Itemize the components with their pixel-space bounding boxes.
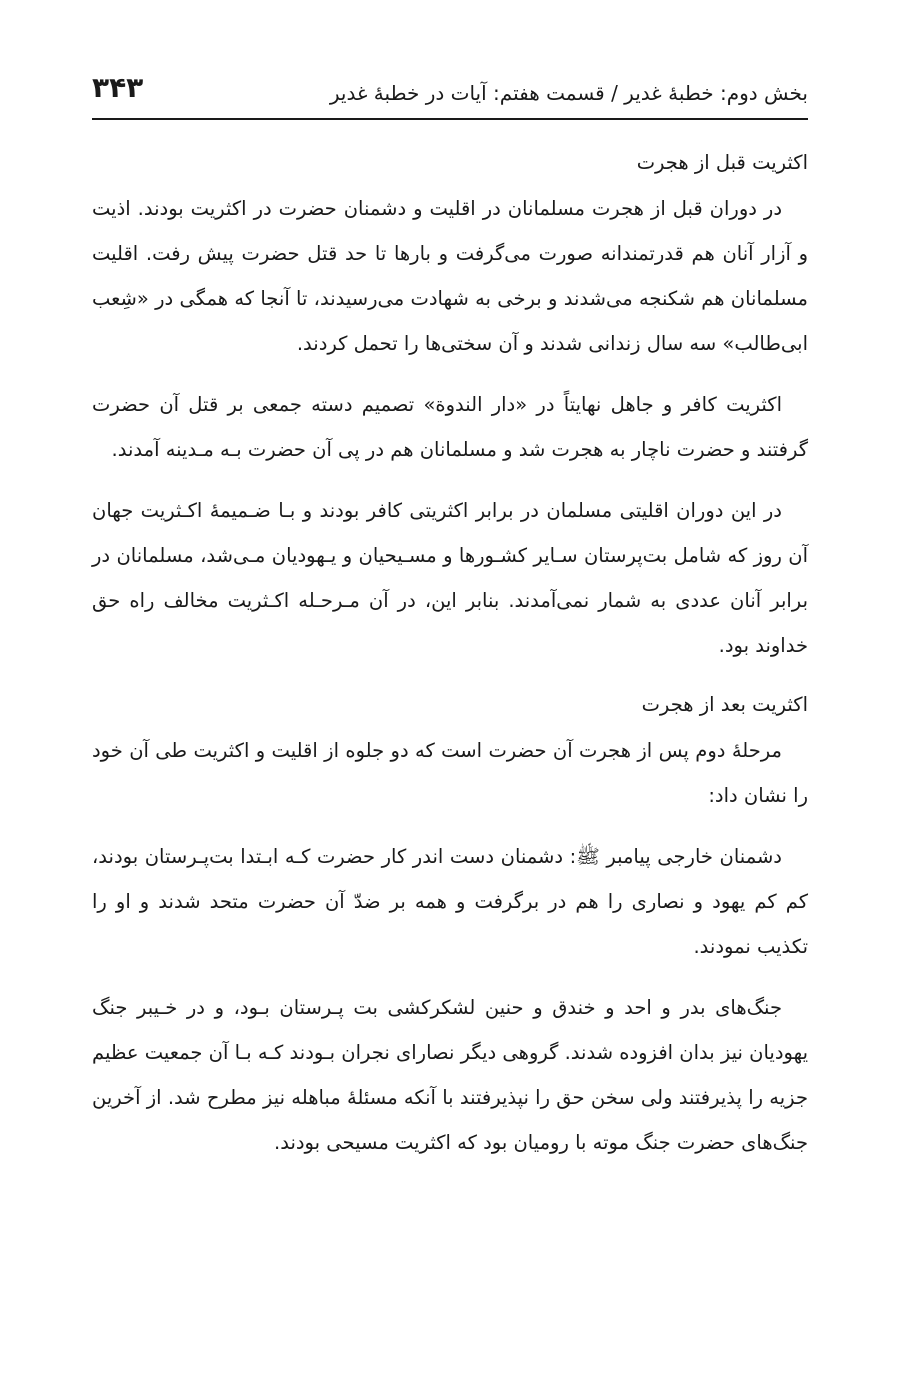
paragraph: دشمنان خارجی پیامبر ﷺ: دشمنان دست اندر کار حضرت کـه ابـتدا بت‌پـرستان بودند، کم کم یهود و نصاری را هم در برگرفت و همه بر ضدّ آن حضرت متحد شدند و او را تکذیب نمودند. xyxy=(92,845,808,958)
running-header-title: بخش دوم: خطبهٔ غدیر / قسمت هفتم: آیات در خطبهٔ غدیر xyxy=(329,81,808,105)
paragraph: اکثریت کافر و جاهل نهایتاً در «دار الندوة» تصمیم دسته جمعی بر قتل آن حضرت گرفتند و حضرت ناچار به هجرت شد و مسلمانان هم در پی آن حضرت بـه مـدینه آمدند. xyxy=(92,393,808,461)
paragraph: در دوران قبل از هجرت مسلمانان در اقلیت و دشمنان حضرت در اکثریت بودند. اذیت و آزار آنان هم قدرتمندانه صورت می‌گرفت و بارها تا حد قتل حضرت پیش رفت. اقلیت مسلمانان هم شکنجه می‌شدند و برخی به شهادت می‌رسیدند، تا آنجا که همگی در «شِعب ابی‌طالب» سه سال زندانی شدند و آن سختی‌ها را تحمل کردند. xyxy=(92,197,808,355)
running-header xyxy=(92,68,808,120)
paragraph: مرحلهٔ دوم پس از هجرت آن حضرت است که دو جلوه از اقلیت و اکثریت طی آن خود را نشان داد: xyxy=(92,739,808,807)
paragraph: در این دوران اقلیتی مسلمان در برابر اکثریتی کافر بودند و بـا ضـمیمهٔ اکـثریت جهان آن روز که شامل بت‌پرستان سـایر کشـورها و مسـیحیان و یـهودیان مـی‌شد، مسلمانان در برابر آنان عددی به شمار نمی‌آمدند. بنابر این، در آن مـرحـله اکـثریت مخالف راه حق خداوند بود. xyxy=(92,499,808,657)
page-content xyxy=(92,140,808,1165)
section-heading-before-hijrah: اکثریت قبل از هجرت xyxy=(636,151,808,174)
page-number: ۳۴۳ xyxy=(92,71,144,104)
section-heading-after-hijrah: اکثریت بعد از هجرت xyxy=(641,693,808,716)
paragraph: جنگ‌های بدر و احد و خندق و حنین لشکرکشی بت پـرستان بـود، و در خـیبر جنگ یهودیان نیز بدان افزوده شدند. گروهی دیگر نصارای نجران بـودند کـه بـا آن جمعیت عظیم جزیه را پذیرفتند ولی سخن حق را نپذیرفتند با آنکه مسئلهٔ مباهله نیز مطرح شد. از آخرین جنگ‌های حضرت جنگ موته با رومیان بود که اکثریت مسیحی بودند. xyxy=(92,996,808,1154)
document-page xyxy=(92,0,808,1390)
